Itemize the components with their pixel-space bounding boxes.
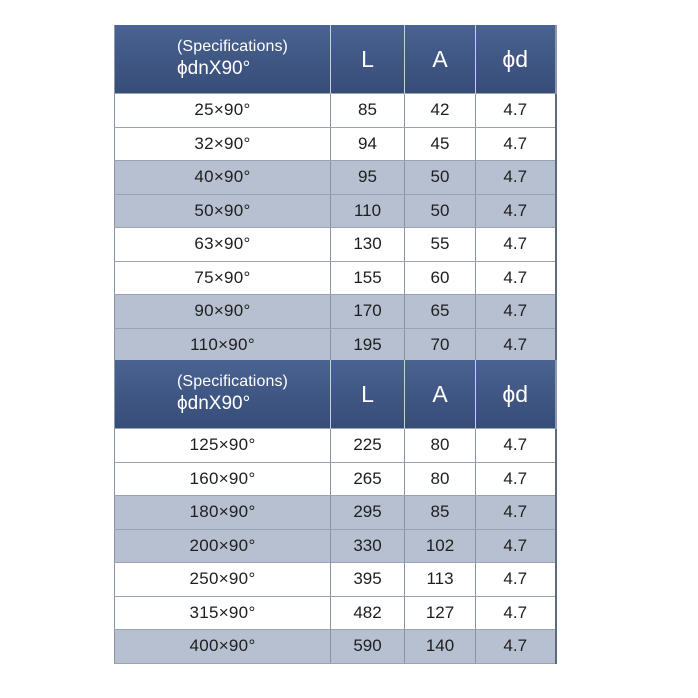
spec-header-line2: ϕdnX90°: [177, 392, 251, 414]
d-cell: 4.7: [476, 261, 556, 295]
spec-cell: 315×90°: [115, 596, 331, 630]
table-row: [115, 261, 556, 295]
l-cell: 195: [331, 328, 405, 362]
l-cell: 265: [331, 462, 405, 496]
d-cell: 4.7: [476, 228, 556, 262]
d-column-header: ϕd: [476, 360, 556, 429]
table-row: [115, 161, 556, 195]
a-cell: 102: [405, 529, 476, 563]
table-header-row: [115, 25, 556, 94]
spec-table-2: [114, 360, 557, 664]
table-row: [115, 496, 556, 530]
d-cell: 4.7: [476, 596, 556, 630]
spec-cell: 32×90°: [115, 127, 331, 161]
spec-cell: 400×90°: [115, 630, 331, 664]
l-cell: 295: [331, 496, 405, 530]
d-cell: 4.7: [476, 496, 556, 530]
table-row: [115, 563, 556, 597]
spec-cell: 63×90°: [115, 228, 331, 262]
a-cell: 70: [405, 328, 476, 362]
spec-column-header: [115, 25, 331, 94]
table-row: [115, 94, 556, 128]
spec-cell: 25×90°: [115, 94, 331, 128]
l-cell: 85: [331, 94, 405, 128]
a-cell: 113: [405, 563, 476, 597]
spec-table-1: [114, 25, 557, 362]
l-cell: 110: [331, 194, 405, 228]
a-cell: 42: [405, 94, 476, 128]
a-cell: 60: [405, 261, 476, 295]
a-cell: 65: [405, 295, 476, 329]
spec-cell: 200×90°: [115, 529, 331, 563]
l-column-header: L: [331, 360, 405, 429]
d-cell: 4.7: [476, 563, 556, 597]
a-cell: 80: [405, 462, 476, 496]
l-cell: 330: [331, 529, 405, 563]
a-column-header: A: [405, 25, 476, 94]
a-cell: 55: [405, 228, 476, 262]
table-row: [115, 596, 556, 630]
l-cell: 130: [331, 228, 405, 262]
d-cell: 4.7: [476, 630, 556, 664]
a-cell: 140: [405, 630, 476, 664]
l-cell: 95: [331, 161, 405, 195]
spec-cell: 75×90°: [115, 261, 331, 295]
table-row: [115, 429, 556, 463]
l-cell: 482: [331, 596, 405, 630]
table-row: [115, 328, 556, 362]
d-column-header: ϕd: [476, 25, 556, 94]
spec-cell: 125×90°: [115, 429, 331, 463]
l-cell: 590: [331, 630, 405, 664]
table-row: [115, 462, 556, 496]
d-cell: 4.7: [476, 295, 556, 329]
table-row: [115, 529, 556, 563]
d-cell: 4.7: [476, 127, 556, 161]
l-cell: 94: [331, 127, 405, 161]
d-cell: 4.7: [476, 462, 556, 496]
l-cell: 395: [331, 563, 405, 597]
table-row: [115, 194, 556, 228]
a-cell: 50: [405, 161, 476, 195]
table-row: [115, 630, 556, 664]
a-cell: 80: [405, 429, 476, 463]
a-cell: 127: [405, 596, 476, 630]
spec-column-header: [115, 360, 331, 429]
d-cell: 4.7: [476, 429, 556, 463]
l-column-header: L: [331, 25, 405, 94]
l-cell: 225: [331, 429, 405, 463]
spec-cell: 110×90°: [115, 328, 331, 362]
a-cell: 50: [405, 194, 476, 228]
spec-header-line1: (Specifications): [177, 38, 288, 56]
table-header-row: [115, 360, 556, 429]
spec-cell: 90×90°: [115, 295, 331, 329]
spec-header-line1: (Specifications): [177, 373, 288, 391]
spec-cell: 50×90°: [115, 194, 331, 228]
l-cell: 155: [331, 261, 405, 295]
d-cell: 4.7: [476, 529, 556, 563]
spec-cell: 40×90°: [115, 161, 331, 195]
spec-cell: 250×90°: [115, 563, 331, 597]
table-row: [115, 228, 556, 262]
l-cell: 170: [331, 295, 405, 329]
table-row: [115, 295, 556, 329]
a-cell: 85: [405, 496, 476, 530]
d-cell: 4.7: [476, 94, 556, 128]
spec-cell: 160×90°: [115, 462, 331, 496]
a-cell: 45: [405, 127, 476, 161]
d-cell: 4.7: [476, 194, 556, 228]
spec-header-line2: ϕdnX90°: [177, 57, 251, 79]
table-row: [115, 127, 556, 161]
d-cell: 4.7: [476, 161, 556, 195]
a-column-header: A: [405, 360, 476, 429]
spec-cell: 180×90°: [115, 496, 331, 530]
d-cell: 4.7: [476, 328, 556, 362]
